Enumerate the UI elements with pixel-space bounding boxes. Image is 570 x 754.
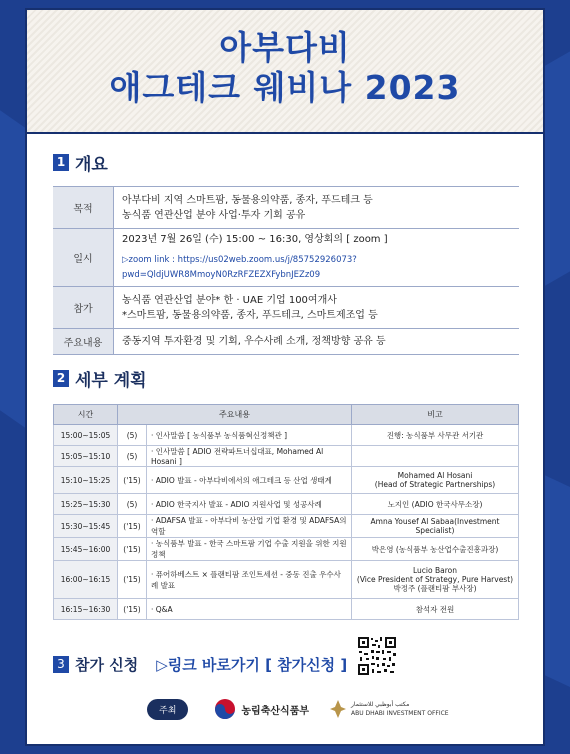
- table-row: [54, 599, 519, 620]
- section-number: 3: [53, 656, 69, 673]
- time-cell: 16:00~16:15: [54, 561, 118, 599]
- content-cell: · 인사말씀 [ 농식품부 농식품혁신정책관 ]: [147, 425, 352, 446]
- host-badge: 주최: [147, 699, 188, 720]
- column-header: 주요내용: [118, 405, 352, 425]
- poster-card: [25, 8, 545, 746]
- falcon-icon: [329, 699, 347, 719]
- table-row: [54, 561, 519, 599]
- section-title: 세부 계획: [75, 371, 147, 391]
- value-line: 농식품 연관산업 분야 사업·투자 기회 공유: [122, 209, 306, 221]
- minutes-cell: (5): [118, 494, 147, 515]
- row-value: [114, 329, 520, 355]
- zoom-link[interactable]: ▷zoom link : https://us02web.zoom.us/j/85752926073?pwd=QldjUWR8MmoyN0RzRFZEZXFybnJEZz09: [122, 255, 357, 280]
- value-line: 2023년 7월 26일 (수) 15:00 ~ 16:30, 영상회의 [ zoom ]: [122, 234, 388, 245]
- table-header-row: [54, 405, 519, 425]
- section-overview-heading: [53, 150, 108, 175]
- section-number: 1: [53, 154, 69, 171]
- time-cell: 15:10~15:25: [54, 467, 118, 494]
- background-shape: [0, 110, 28, 430]
- minutes-cell: ('15): [118, 515, 147, 538]
- row-value: [114, 187, 520, 229]
- table-row: [54, 515, 519, 538]
- minutes-cell: (5): [118, 446, 147, 467]
- content-cell: · 퓨어하베스트 × 플랜티팜 조인트세션 - 중동 진출 우수사례 발표: [147, 561, 352, 599]
- value-line: 농식품 연관산업 분야* 한 · UAE 기업 100여개사: [122, 294, 337, 306]
- note-cell: 박은영 (농식품부 농산업수출진흥과장): [352, 538, 519, 561]
- row-label: 주요내용: [53, 329, 114, 355]
- note-cell: 노지인 (ADIO 한국사무소장): [352, 494, 519, 515]
- section-title: 참가 신청: [75, 656, 139, 674]
- content-cell: · ADIO 한국지사 발표 - ADIO 지원사업 및 성공사례: [147, 494, 352, 515]
- minutes-cell: ('15): [118, 538, 147, 561]
- note-cell: 진행: 농식품부 사무관 서기관: [352, 425, 519, 446]
- section-title: 개요: [75, 155, 108, 175]
- row-value: [114, 229, 520, 287]
- title-line-2: 애그테크 웨비나 2023: [109, 68, 461, 107]
- org-name-english: ABU DHABI INVESTMENT OFFICE: [351, 710, 449, 717]
- qr-code: [357, 636, 397, 676]
- note-cell: Mohamed Al Hosani (Head of Strategic Partnerships): [352, 467, 519, 494]
- row-value: [114, 287, 520, 329]
- value-line: *스마트팜, 동물용의약품, 종자, 푸드테크, 스마트제조업 등: [122, 309, 378, 321]
- apply-section: [53, 654, 347, 675]
- note-cell: Lucio Baron (Vice President of Strategy, Pure Harvest) 박정주 (플랜티팜 부사장): [352, 561, 519, 599]
- table-row: [54, 467, 519, 494]
- content-cell: · ADAFSA 발표 - 아부다비 농산업 기업 환경 및 ADAFSA의 역할: [147, 515, 352, 538]
- section-number: 2: [53, 370, 69, 387]
- org-name-arabic: مكتب أبوظبي للاستثمار: [351, 701, 410, 708]
- value-line: 아부다비 지역 스마트팜, 동물용의약품, 종자, 푸드테크 등: [122, 194, 373, 206]
- column-header: 비고: [352, 405, 519, 425]
- row-label: 일시: [53, 229, 114, 287]
- table-row: [53, 229, 519, 287]
- table-row: [54, 425, 519, 446]
- table-row: [54, 446, 519, 467]
- time-cell: 16:15~16:30: [54, 599, 118, 620]
- value-line: 중동지역 투자환경 및 기회, 우수사례 소개, 정책방향 공유 등: [122, 336, 386, 347]
- title-line-1: 아부다비: [219, 28, 351, 67]
- column-header: 시간: [54, 405, 118, 425]
- overview-table: [53, 186, 519, 355]
- table-row: [53, 329, 519, 355]
- table-row: [53, 287, 519, 329]
- note-cell: 참석자 전원: [352, 599, 519, 620]
- time-cell: 15:30~15:45: [54, 515, 118, 538]
- time-cell: 15:00~15:05: [54, 425, 118, 446]
- content-cell: · 농식품부 발표 - 한국 스마트팜 기업 수출 지원을 위한 지원정책: [147, 538, 352, 561]
- section-plan-heading: [53, 366, 147, 391]
- content-cell: · 인사말씀 [ ADIO 전략파트너십대표, Mohamed Al Hosani ]: [147, 446, 352, 467]
- mafra-logo: [214, 698, 309, 720]
- org-name: 농림축산식품부: [241, 705, 310, 717]
- register-link[interactable]: ▷링크 바로가기 [ 참가신청 ]: [156, 656, 348, 674]
- poster-header: [27, 10, 543, 134]
- minutes-cell: ('15): [118, 599, 147, 620]
- time-cell: 15:05~15:10: [54, 446, 118, 467]
- schedule-table: [53, 404, 519, 620]
- taegeuk-icon: [214, 698, 236, 720]
- row-label: 참가: [53, 287, 114, 329]
- minutes-cell: ('15): [118, 467, 147, 494]
- row-label: 목적: [53, 187, 114, 229]
- adio-logo: [329, 699, 449, 719]
- time-cell: 15:45~16:00: [54, 538, 118, 561]
- note-cell: Amna Yousef Al Sabaa(Investment Specialist): [352, 515, 519, 538]
- table-row: [53, 187, 519, 229]
- minutes-cell: (5): [118, 425, 147, 446]
- host-footer: [147, 698, 449, 720]
- content-cell: · Q&A: [147, 599, 352, 620]
- minutes-cell: ('15): [118, 561, 147, 599]
- content-cell: · ADIO 발표 - 아부다비에서의 애그테크 등 산업 생태계: [147, 467, 352, 494]
- time-cell: 15:25~15:30: [54, 494, 118, 515]
- table-row: [54, 494, 519, 515]
- note-cell: [352, 446, 519, 467]
- table-row: [54, 538, 519, 561]
